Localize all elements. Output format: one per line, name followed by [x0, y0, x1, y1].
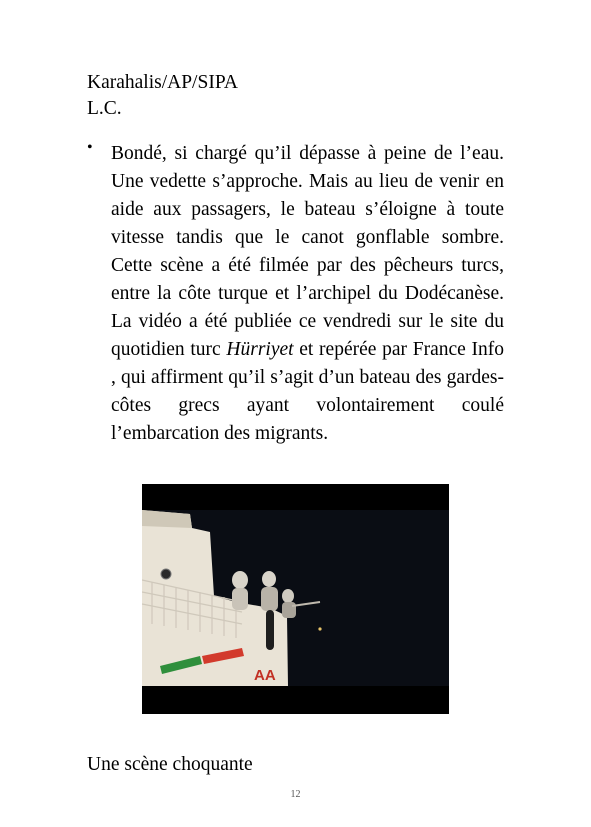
- photo-credit: [87, 70, 238, 122]
- page-number: 12: [290, 789, 301, 800]
- distant-light: [318, 627, 321, 630]
- paragraph-text-start: Bondé, si chargé qu’il dépasse à peine de l’eau. Une vedette s’approche. Mais au lieu de venir en aide aux passagers, le bateau s’éloigne à toute vitesse tandis que le canot gonflable sombre. Cette scène a été filmée par des pêcheurs turcs, entre la côte turque et l’archipel du Dodécanèse. La vidéo a été publiée ce vendredi sur le site du quotidien turc: [111, 143, 504, 360]
- news-photo: [142, 484, 449, 714]
- article-paragraph: [111, 140, 504, 448]
- credit-initials: L.C.: [87, 98, 122, 119]
- bullet-marker: •: [87, 139, 93, 156]
- newspaper-name: Hürriyet: [226, 339, 294, 360]
- section-subheading: Une scène choquante: [87, 754, 253, 775]
- paragraph-text-end: et repérée par France Info , qui affirment qu’il s’agit d’un bateau des gardes-côtes grecs ayant volontairement coulé l’embarcation des migrants.: [111, 339, 504, 444]
- credit-agency: Karahalis/AP/SIPA: [87, 72, 238, 93]
- hull-lettering: AA: [254, 667, 276, 684]
